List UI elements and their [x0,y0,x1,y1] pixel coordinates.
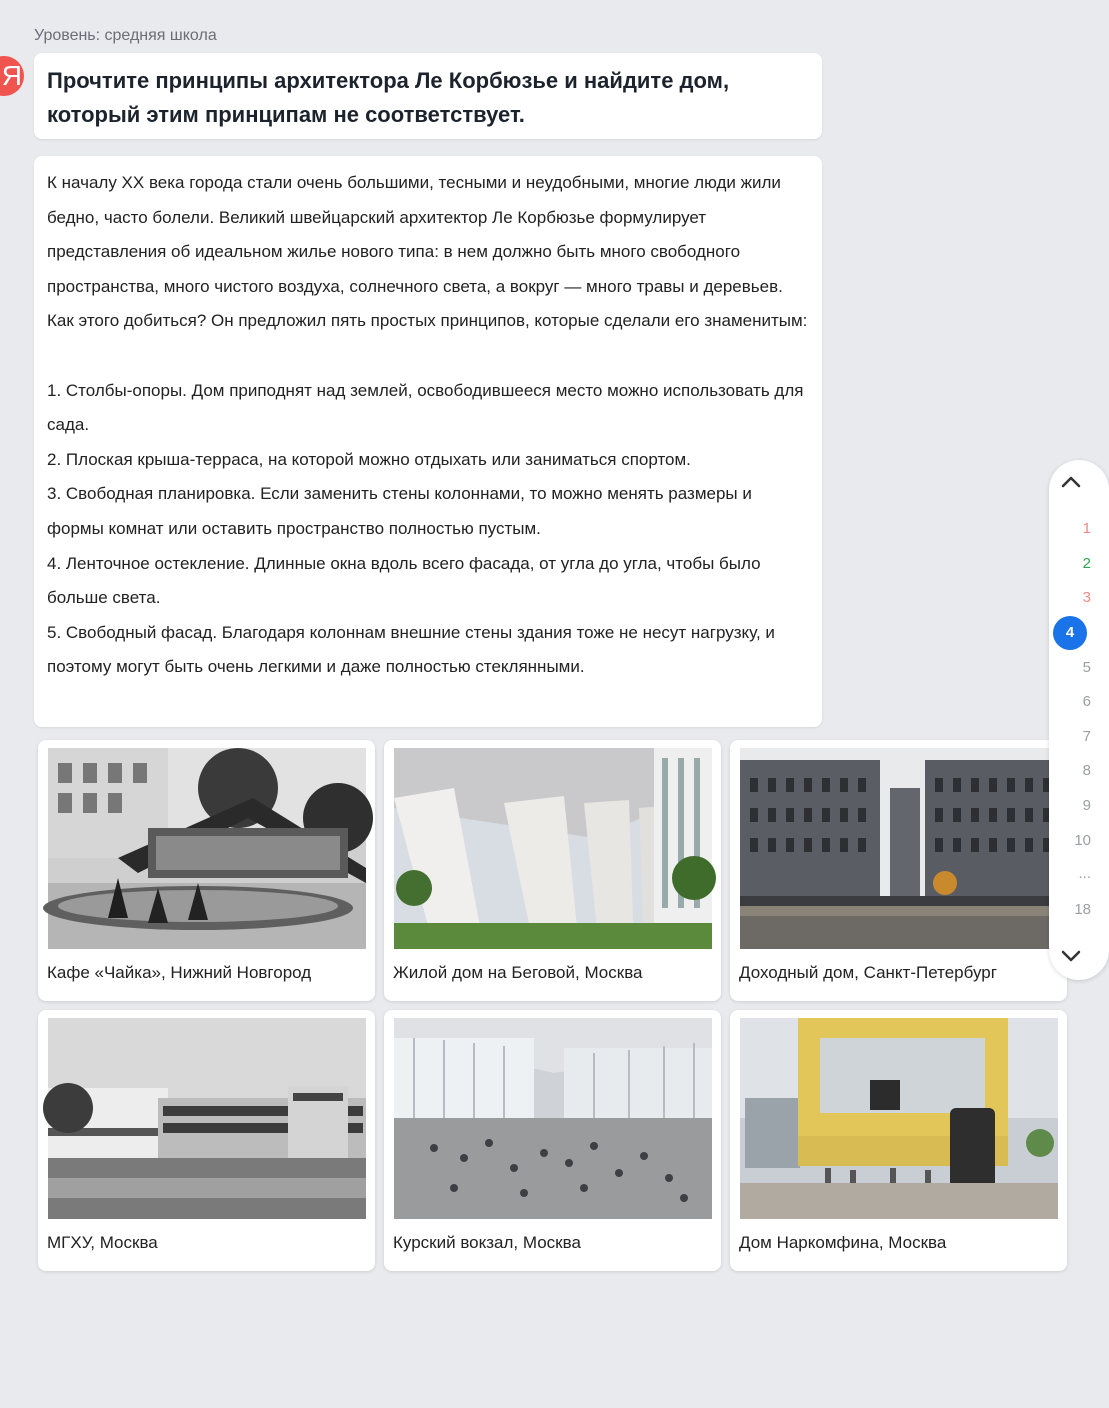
paragraph-spacer [47,339,812,374]
option-card-kursky-vokzal[interactable] [384,1010,721,1271]
principle-5: 5. Свободный фасад. Благодаря колоннам внешние стены здания тоже не несут нагрузку, и поэтому могут быть очень легкими и даже полностью стеклянными. [47,622,775,677]
option-card-mgkhu[interactable] [38,1010,375,1271]
option-card-cafe-chaika[interactable] [38,740,375,1001]
narkomfin-image [740,1018,1058,1219]
dokhodny-dom-photo [740,748,1058,949]
level-label: Уровень: средняя школа [34,27,217,44]
begovaya-photo [394,748,712,949]
cafe-chaika-image [48,748,366,949]
cafe-chaika-photo [48,748,366,949]
principle-4: 4. Ленточное остекление. Длинные окна вдоль всего фасада, от угла до угла, чтобы было больше света. [47,553,761,608]
option-caption: Доходный дом, Санкт-Петербург [739,963,997,982]
task-pager [1049,460,1109,980]
page-4-current[interactable]: 4 [1053,616,1087,650]
page-6[interactable]: 6 [1082,693,1091,710]
narkomfin-photo [740,1018,1058,1219]
page-3[interactable]: 3 [1082,589,1091,606]
page-5[interactable]: 5 [1082,659,1091,676]
option-caption: Кафе «Чайка», Нижний Новгород [47,963,312,982]
page-9[interactable]: 9 [1082,797,1091,814]
option-caption: Дом Наркомфина, Москва [739,1233,947,1252]
principle-1: 1. Столбы-опоры. Дом приподнят над землей, освободившееся место можно использовать для сада. [47,380,804,435]
page-ellipsis: ... [1078,865,1091,882]
page-1[interactable]: 1 [1082,520,1091,537]
task-intro: К началу XX века города стали очень большими, тесными и неудобными, многие люди жили бедно, часто болели. Великий швейцарский архитектор Ле Корбюзье формулирует представления об идеальном жилье нового типа: в нем должно быть много свободного пространства, много чистого воздуха, солнечного света, а вокруг — много травы и деревьев. Как этого добиться? Он предложил пять простых принципов, которые сделали его знаменитым: [47,173,808,331]
option-caption: МГХУ, Москва [47,1233,158,1252]
page-10[interactable]: 10 [1074,832,1091,849]
option-caption: Жилой дом на Беговой, Москва [393,963,643,982]
page-2[interactable]: 2 [1082,555,1091,572]
begovaya-image [394,748,712,949]
kursky-vokzal-photo [394,1018,712,1219]
principle-2: 2. Плоская крыша-терраса, на которой можно отдыхать или заниматься спортом. [47,449,691,469]
option-caption: Курский вокзал, Москва [393,1233,581,1252]
mgkhu-image [48,1018,366,1219]
task-text-card [34,156,822,727]
principle-3: 3. Свободная планировка. Если заменить стены колоннами, то можно менять размеры и формы комнат или оставить пространство полностью пустым. [47,484,752,538]
mgkhu-photo [48,1018,366,1219]
question-card [34,53,822,139]
dokhodny-dom-image [740,748,1058,949]
page-8[interactable]: 8 [1082,762,1091,779]
page-18[interactable]: 18 [1074,901,1091,918]
option-card-dokhodny-dom[interactable] [730,740,1067,1001]
option-card-begovaya[interactable] [384,740,721,1001]
option-card-narkomfin[interactable] [730,1010,1067,1271]
chevron-up-icon[interactable] [1059,470,1083,494]
assistant-avatar: Я [0,56,24,96]
page-7[interactable]: 7 [1082,728,1091,745]
question-title: Прочтите принципы архитектора Ле Корбюзье и найдите дом, который этим принципам не соответствует. [47,68,730,127]
kursky-vokzal-image [394,1018,712,1219]
chevron-down-icon[interactable] [1059,944,1083,968]
